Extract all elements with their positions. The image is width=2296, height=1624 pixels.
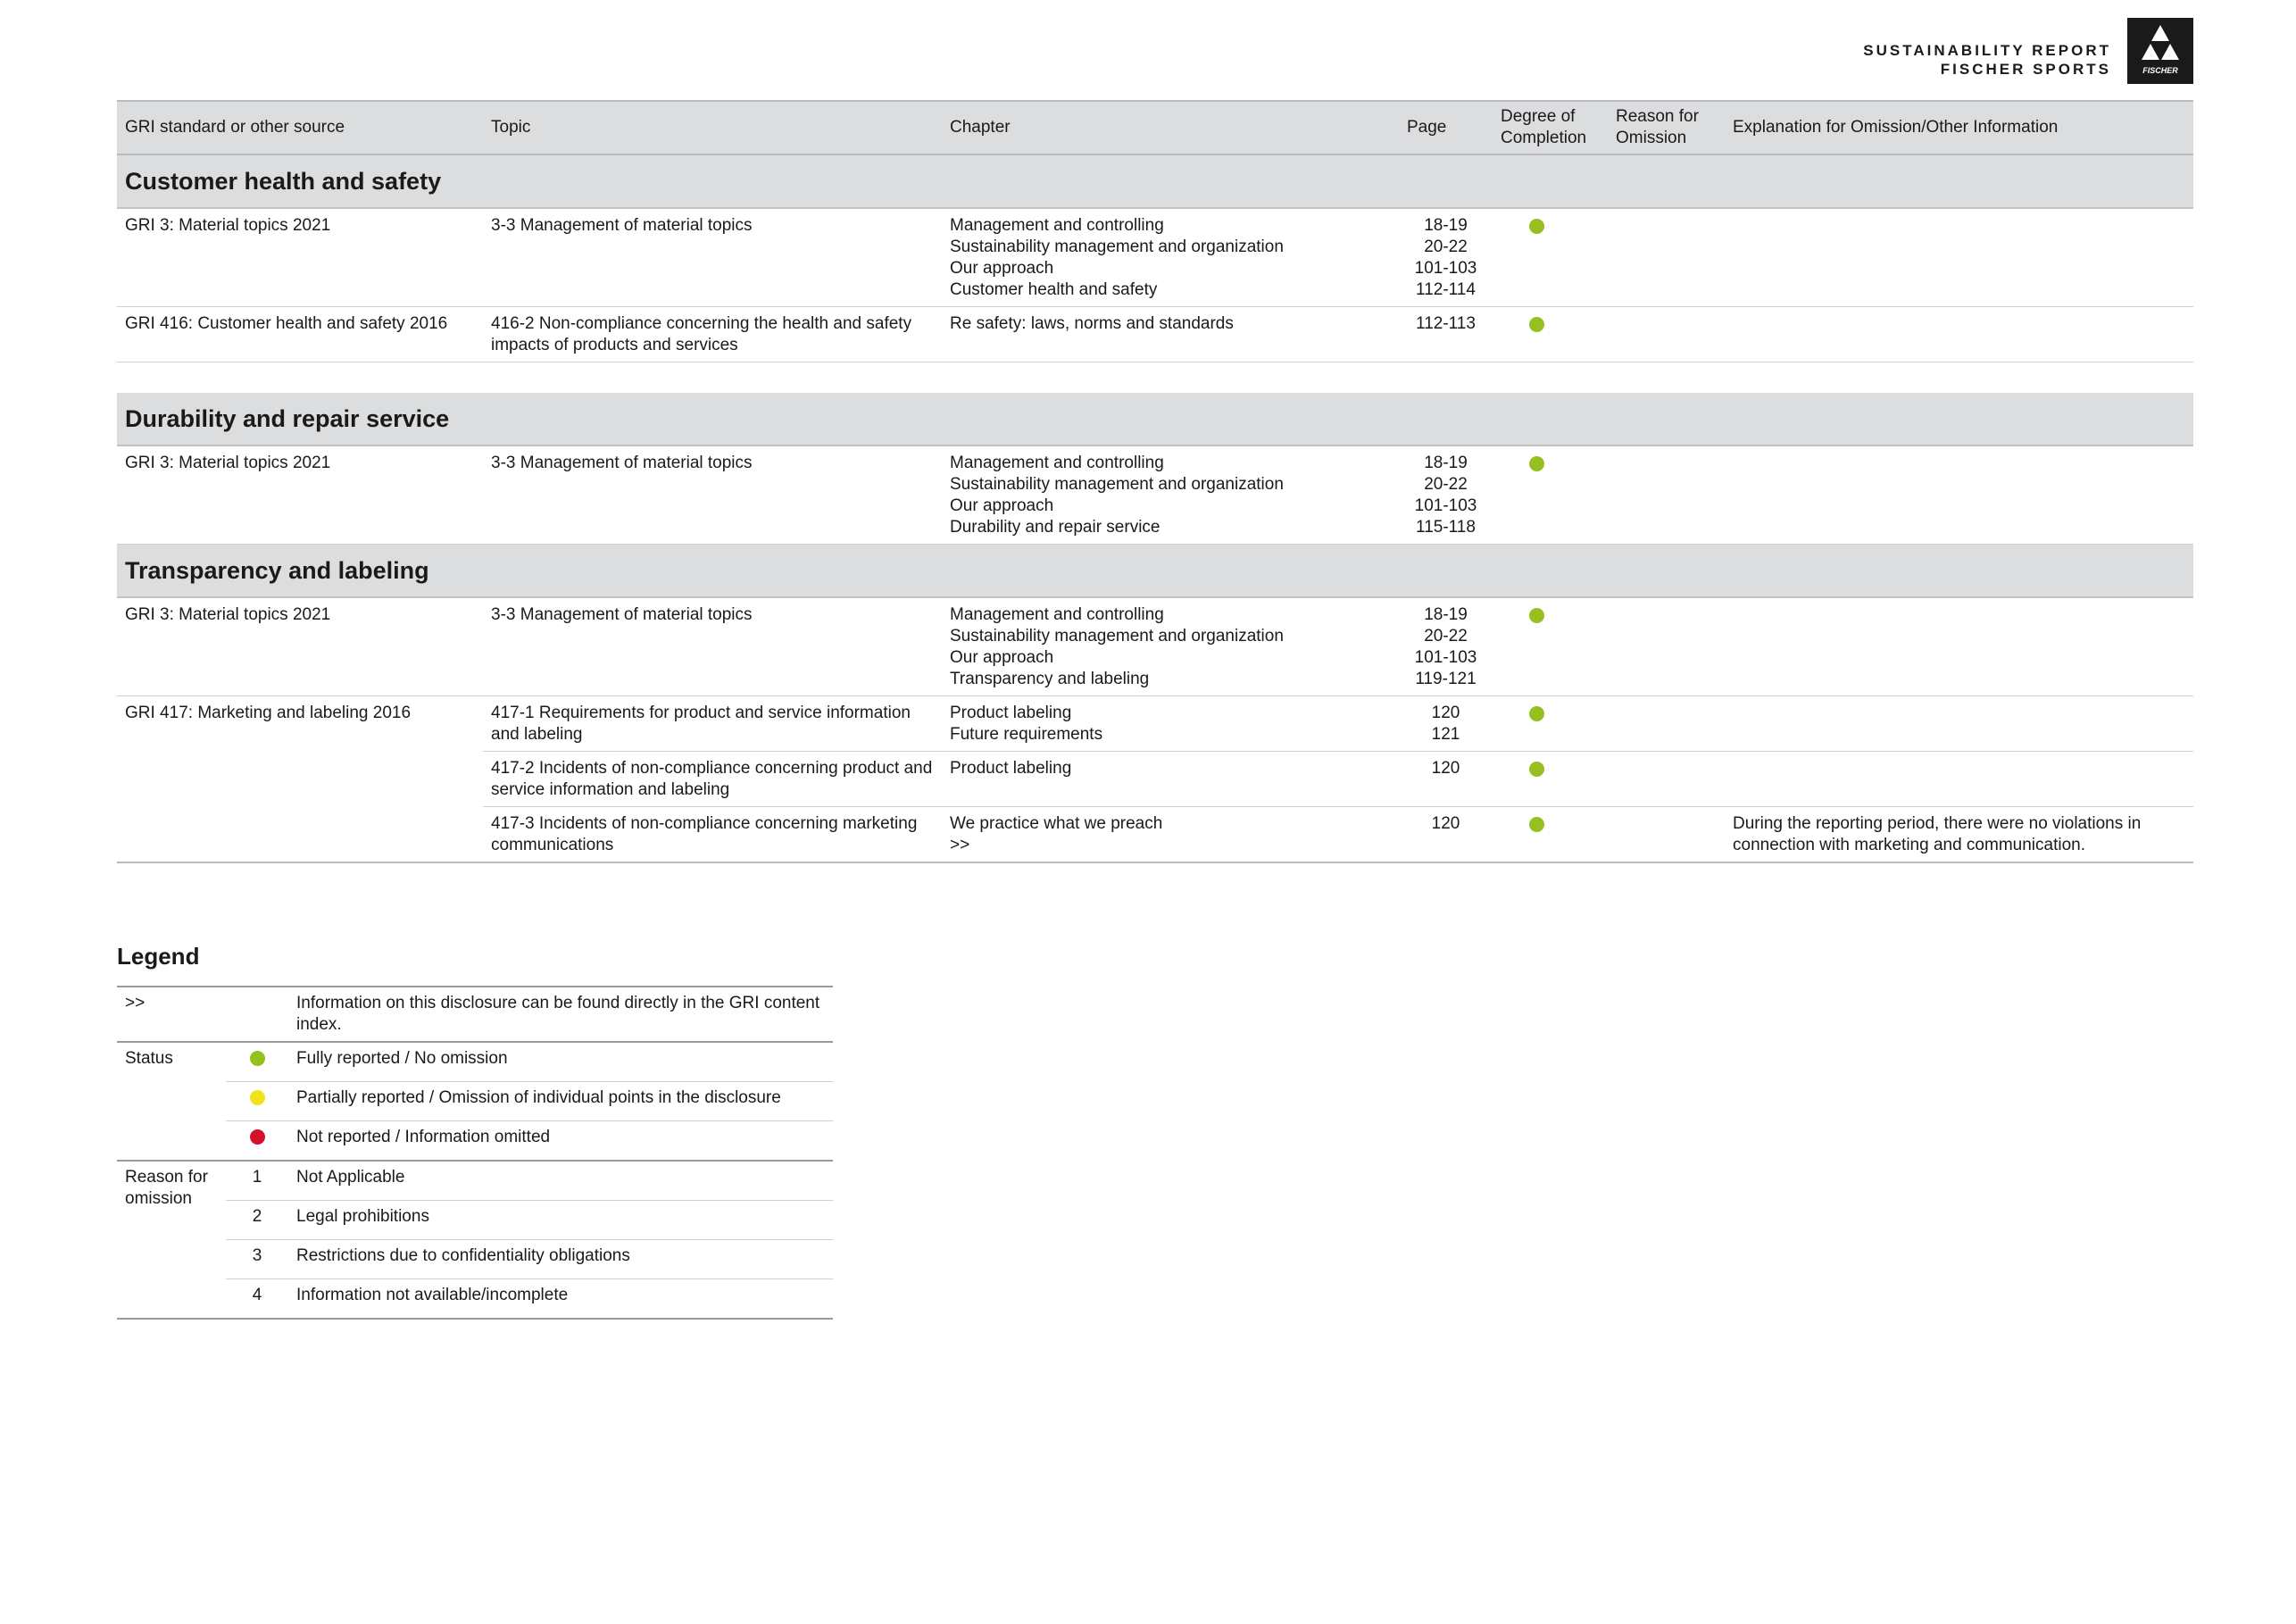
table-header-row: [117, 101, 2193, 154]
topic-cell: 417-2 Incidents of non-compliance concerning product and service information and labeling: [483, 752, 942, 807]
reason-cell: [1608, 752, 1725, 807]
legend-reason-text: Information not available/incomplete: [288, 1279, 833, 1320]
page-line: 18-19: [1424, 454, 1468, 472]
page-line: 101-103: [1414, 259, 1477, 278]
page-line: 115-118: [1416, 518, 1476, 537]
chapter-line: >>: [950, 836, 970, 854]
page-line: 120: [1431, 759, 1460, 778]
legend-arrow-symbol: >>: [117, 987, 226, 1042]
chapter-line: Our approach: [950, 496, 1054, 515]
legend-symbol-cell: [226, 1042, 288, 1082]
col-header-degree: Degree of Completion: [1493, 101, 1608, 154]
col-header-explanation: Explanation for Omission/Other Information: [1725, 101, 2193, 154]
reason-cell: [1608, 597, 1725, 696]
gri-source-cell: GRI 417: Marketing and labeling 2016: [125, 704, 412, 722]
legend-reason-label: Reason for omission: [117, 1161, 226, 1319]
page-line: 121: [1431, 725, 1460, 744]
table-row: [117, 696, 2193, 752]
legend-reason-number: 2: [226, 1201, 288, 1240]
degree-cell: [1493, 446, 1608, 545]
legend-empty: [226, 987, 288, 1042]
legend-reason-number: 3: [226, 1240, 288, 1279]
chapter-line: Re safety: laws, norms and standards: [950, 314, 1234, 333]
legend-symbol-cell: [226, 1121, 288, 1162]
section-title: Transparency and labeling: [117, 545, 2193, 598]
explanation-cell: During the reporting period, there were no violations in connection with marketing and communication.: [1725, 807, 2193, 863]
reason-cell: [1608, 696, 1725, 752]
page-line: 20-22: [1424, 237, 1468, 256]
section-spacer: [117, 362, 2193, 394]
legend-row: [117, 987, 833, 1042]
chapter-cell: [942, 752, 1399, 807]
col-header-page: Page: [1399, 101, 1493, 154]
legend-status-text: Partially reported / Omission of individual points in the disclosure: [288, 1082, 833, 1121]
chapter-line: Sustainability management and organization: [950, 627, 1284, 645]
table-row: [117, 597, 2193, 696]
brand-text: [1863, 41, 2111, 79]
legend-reason-text: Not Applicable: [288, 1161, 833, 1201]
section-header-row: [117, 545, 2193, 598]
topic-cell: 3-3 Management of material topics: [483, 208, 942, 307]
chapter-line: Customer health and safety: [950, 280, 1158, 299]
table-row: [117, 752, 2193, 807]
chapter-cell: [942, 208, 1399, 307]
legend-reason-text: Restrictions due to confidentiality obligations: [288, 1240, 833, 1279]
chapter-cell: [942, 307, 1399, 362]
reason-cell: [1608, 446, 1725, 545]
topic-cell: 417-1 Requirements for product and service information and labeling: [483, 696, 942, 752]
status-dot-icon: [1529, 219, 1544, 234]
fischer-logo-icon: [2127, 18, 2193, 84]
explanation-cell: [1725, 752, 2193, 807]
topic-cell: 416-2 Non-compliance concerning the health and safety impacts of products and services: [483, 307, 942, 362]
page-line: 120: [1431, 814, 1460, 833]
section-title: Customer health and safety: [117, 154, 2193, 208]
explanation-cell: [1725, 446, 2193, 545]
gri-source-cell: GRI 3: Material topics 2021: [117, 208, 483, 307]
degree-cell: [1493, 807, 1608, 863]
section-title: Durability and repair service: [117, 393, 2193, 446]
page-line: 20-22: [1424, 475, 1468, 494]
legend-arrow-text: Information on this disclosure can be found directly in the GRI content index.: [288, 987, 833, 1042]
status-dot-icon: [1529, 456, 1544, 471]
report-header: [1863, 18, 2193, 84]
page-cell: [1399, 307, 1493, 362]
topic-cell: 3-3 Management of material topics: [483, 446, 942, 545]
chapter-line: Management and controlling: [950, 605, 1164, 624]
page-line: 112-114: [1416, 280, 1476, 299]
chapter-line: Sustainability management and organization: [950, 475, 1284, 494]
status-dot-icon: [1529, 762, 1544, 777]
chapter-line: Our approach: [950, 648, 1054, 667]
legend-row: [117, 1042, 833, 1082]
gri-source-cell: [117, 807, 483, 863]
chapter-cell: [942, 446, 1399, 545]
chapter-line: Transparency and labeling: [950, 670, 1150, 688]
legend-title: Legend: [117, 943, 200, 970]
status-dot-icon: [1529, 706, 1544, 721]
explanation-cell: [1725, 208, 2193, 307]
chapter-cell: [942, 696, 1399, 752]
degree-cell: [1493, 597, 1608, 696]
reason-cell: [1608, 307, 1725, 362]
col-header-source: GRI standard or other source: [117, 101, 483, 154]
chapter-line: Management and controlling: [950, 454, 1164, 472]
legend-symbol-cell: [226, 1082, 288, 1121]
status-dot-icon: [250, 1051, 265, 1066]
table-row: [117, 208, 2193, 307]
degree-cell: [1493, 208, 1608, 307]
spacer-cell: [117, 362, 2193, 394]
gri-content-index-table: [117, 100, 2193, 863]
gri-source-cell: [117, 752, 483, 807]
page-line: 119-121: [1415, 670, 1477, 688]
legend-reason-number: 1: [226, 1161, 288, 1201]
chapter-line: Product labeling: [950, 759, 1072, 778]
page-line: 120: [1431, 704, 1460, 722]
page-cell: [1399, 208, 1493, 307]
section-header-row: [117, 393, 2193, 446]
page-cell: [1399, 752, 1493, 807]
explanation-cell: [1725, 597, 2193, 696]
status-dot-icon: [1529, 817, 1544, 832]
chapter-cell: [942, 807, 1399, 863]
chapter-line: Management and controlling: [950, 216, 1164, 235]
company-name: FISCHER SPORTS: [1940, 61, 2111, 78]
explanation-cell: [1725, 696, 2193, 752]
page-cell: [1399, 696, 1493, 752]
topic-cell: 3-3 Management of material topics: [483, 597, 942, 696]
section-header-row: [117, 154, 2193, 208]
chapter-line: Durability and repair service: [950, 518, 1160, 537]
status-dot-icon: [1529, 608, 1544, 623]
chapter-cell: [942, 597, 1399, 696]
chapter-line: Future requirements: [950, 725, 1103, 744]
topic-cell: 417-3 Incidents of non-compliance concerning marketing communications: [483, 807, 942, 863]
page-line: 112-113: [1416, 314, 1476, 333]
status-dot-icon: [250, 1129, 265, 1145]
status-dot-icon: [1529, 317, 1544, 332]
table-row: [117, 307, 2193, 362]
page-cell: [1399, 446, 1493, 545]
chapter-line: We practice what we preach: [950, 814, 1163, 833]
page-line: 20-22: [1424, 627, 1468, 645]
page-line: 101-103: [1414, 496, 1477, 515]
status-dot-icon: [250, 1090, 265, 1105]
table-row: [117, 807, 2193, 863]
page-line: 18-19: [1424, 605, 1468, 624]
page-line: 18-19: [1424, 216, 1468, 235]
gri-source-cell: GRI 3: Material topics 2021: [117, 446, 483, 545]
reason-cell: [1608, 807, 1725, 863]
legend-row: [117, 1161, 833, 1201]
page-cell: [1399, 807, 1493, 863]
report-title: SUSTAINABILITY REPORT: [1863, 42, 2111, 59]
col-header-reason: Reason for Omission: [1608, 101, 1725, 154]
col-header-chapter: Chapter: [942, 101, 1399, 154]
gri-source-cell: GRI 3: Material topics 2021: [117, 597, 483, 696]
chapter-line: Product labeling: [950, 704, 1072, 722]
degree-cell: [1493, 696, 1608, 752]
page-cell: [1399, 597, 1493, 696]
legend-status-label: Status: [117, 1042, 226, 1161]
degree-cell: [1493, 307, 1608, 362]
table-row: [117, 446, 2193, 545]
legend-table: [117, 986, 833, 1320]
gri-source-cell: GRI 416: Customer health and safety 2016: [117, 307, 483, 362]
svg-text:FISCHER: FISCHER: [2142, 66, 2178, 75]
legend-status-text: Not reported / Information omitted: [288, 1121, 833, 1162]
legend-reason-number: 4: [226, 1279, 288, 1320]
explanation-cell: [1725, 307, 2193, 362]
legend-status-text: Fully reported / No omission: [288, 1042, 833, 1082]
chapter-line: Our approach: [950, 259, 1054, 278]
chapter-line: Sustainability management and organization: [950, 237, 1284, 256]
legend-reason-text: Legal prohibitions: [288, 1201, 833, 1240]
reason-cell: [1608, 208, 1725, 307]
page-line: 101-103: [1414, 648, 1477, 667]
col-header-topic: Topic: [483, 101, 942, 154]
degree-cell: [1493, 752, 1608, 807]
